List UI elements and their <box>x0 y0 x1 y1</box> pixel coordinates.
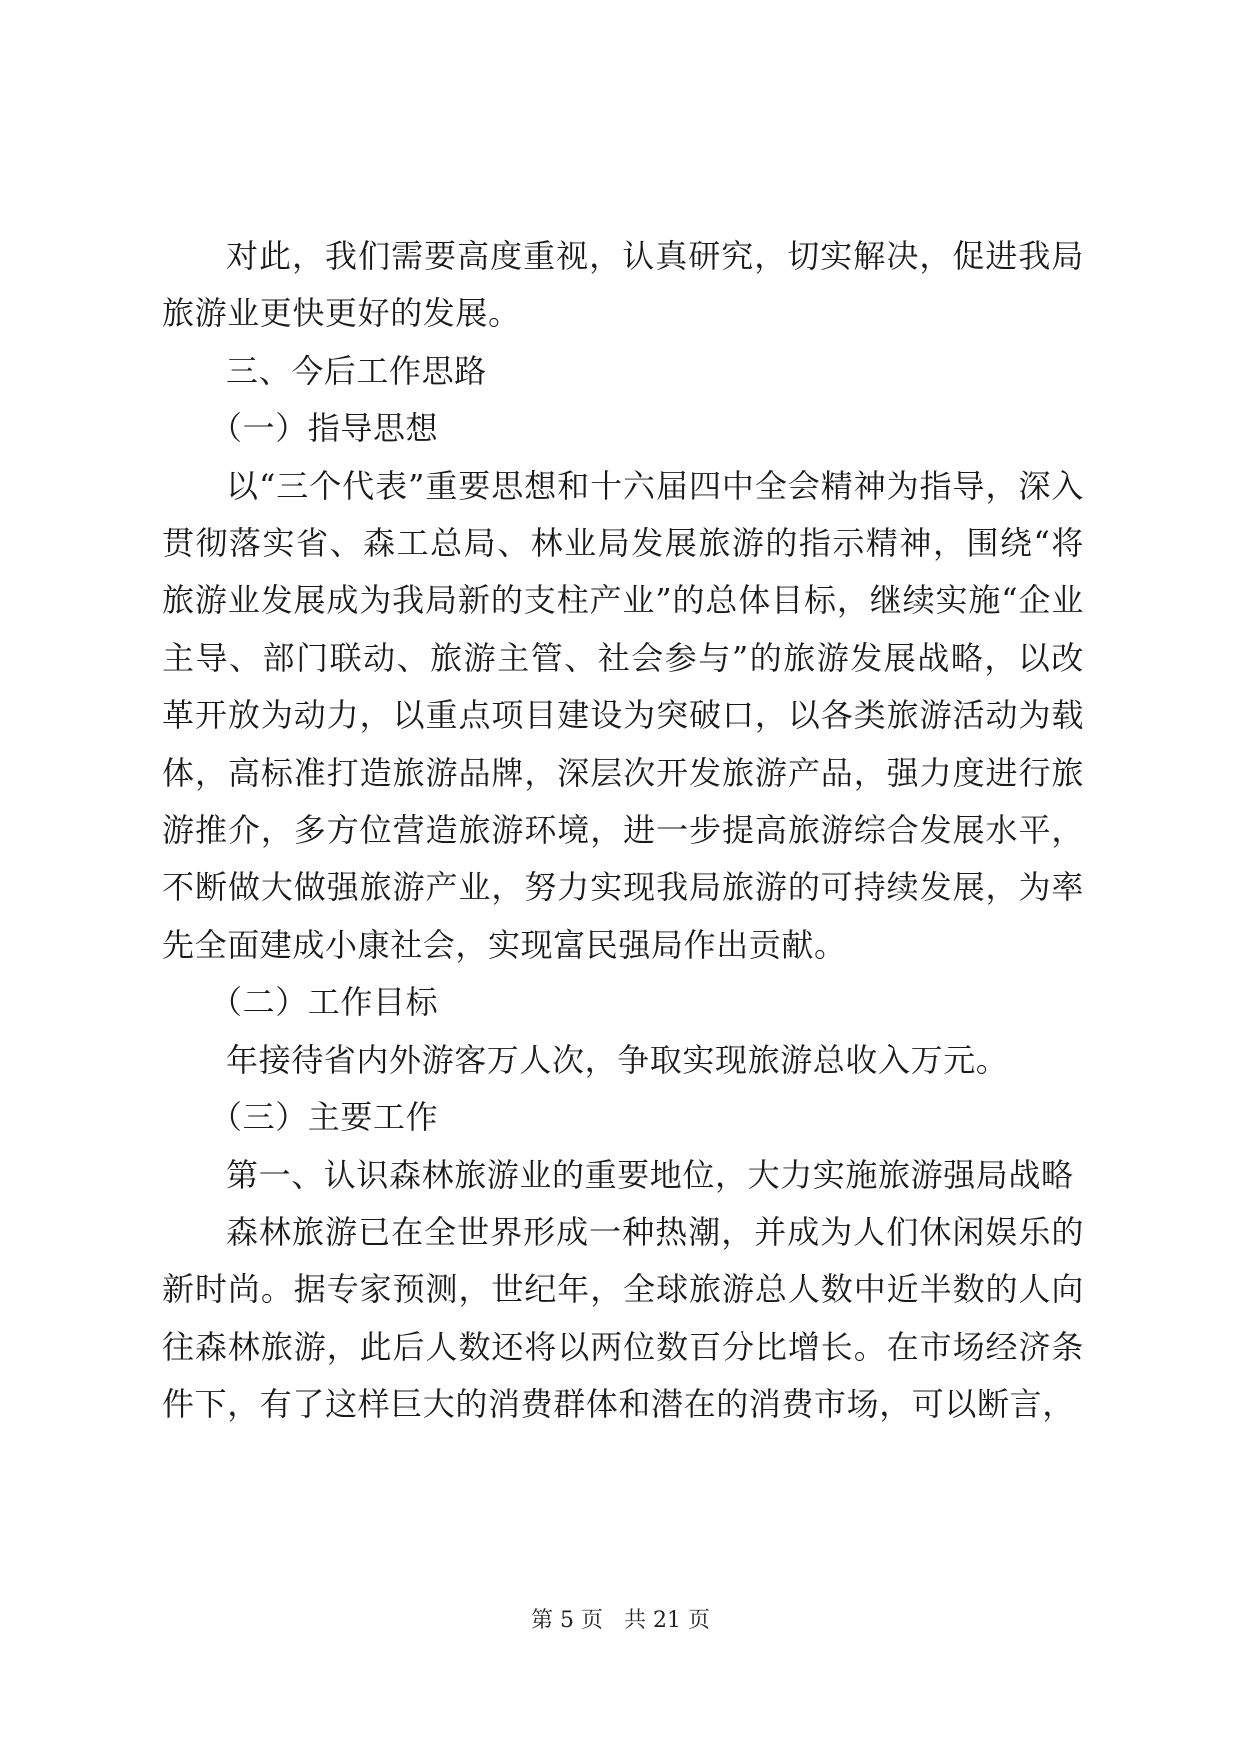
paragraph-work-goals: 年接待省内外游客万人次，争取实现旅游总收入万元。 <box>226 1040 1009 1079</box>
page-footer <box>0 1606 1241 1636</box>
heading-first-point: 第一、认识森林旅游业的重要地位，大力实施旅游强局战略 <box>226 1155 1074 1194</box>
page-number: 第 5 页 <box>531 1608 603 1633</box>
paragraph-forest-tourism: 森林旅游已在全世界形成一种热潮，并成为人们休闲娱乐的新时尚。据专家预测，世纪年，全球旅游总人数中近半数的人向往森林旅游，此后人数还将以两位数百分比增长。在市场经济条件下，有了这样巨大的消费群体和潜在的消费市场，可以断言， <box>162 1212 1084 1424</box>
paragraph-conclusion: 对此，我们需要高度重视，认真研究，切实解决，促进我局旅游业更快更好的发展。 <box>162 237 1084 333</box>
paragraph-guiding-ideology: 以“三个代表”重要思想和十六届四中全会精神为指导，深入贯彻落实省、森工总局、林业局发展旅游的指示精神，围绕“将旅游业发展成为我局新的支柱产业”的总体目标，继续实施“企业主导、部门联动、旅游主管、社会参与”的旅游发展战略，以改革开放为动力，以重点项目建设为突破口，以各类旅游活动为载体，高标准打造旅游品牌，深层次开发旅游产品，强力度进行旅游推介，多方位营造旅游环境，进一步提高旅游综合发展水平，不断做大做强旅游产业，努力实现我局旅游的可持续发展，为率先全面建成小康社会，实现富民强局作出贡献。 <box>162 466 1084 964</box>
document-body <box>162 228 1084 1434</box>
subheading-main-work: （三）主要工作 <box>210 1098 439 1137</box>
section-heading-future-work: 三、今后工作思路 <box>226 351 487 390</box>
subheading-work-goals: （二）工作目标 <box>210 983 439 1022</box>
page-total: 共 21 页 <box>624 1608 710 1633</box>
subheading-guiding-ideology: （一）指导思想 <box>210 409 439 448</box>
